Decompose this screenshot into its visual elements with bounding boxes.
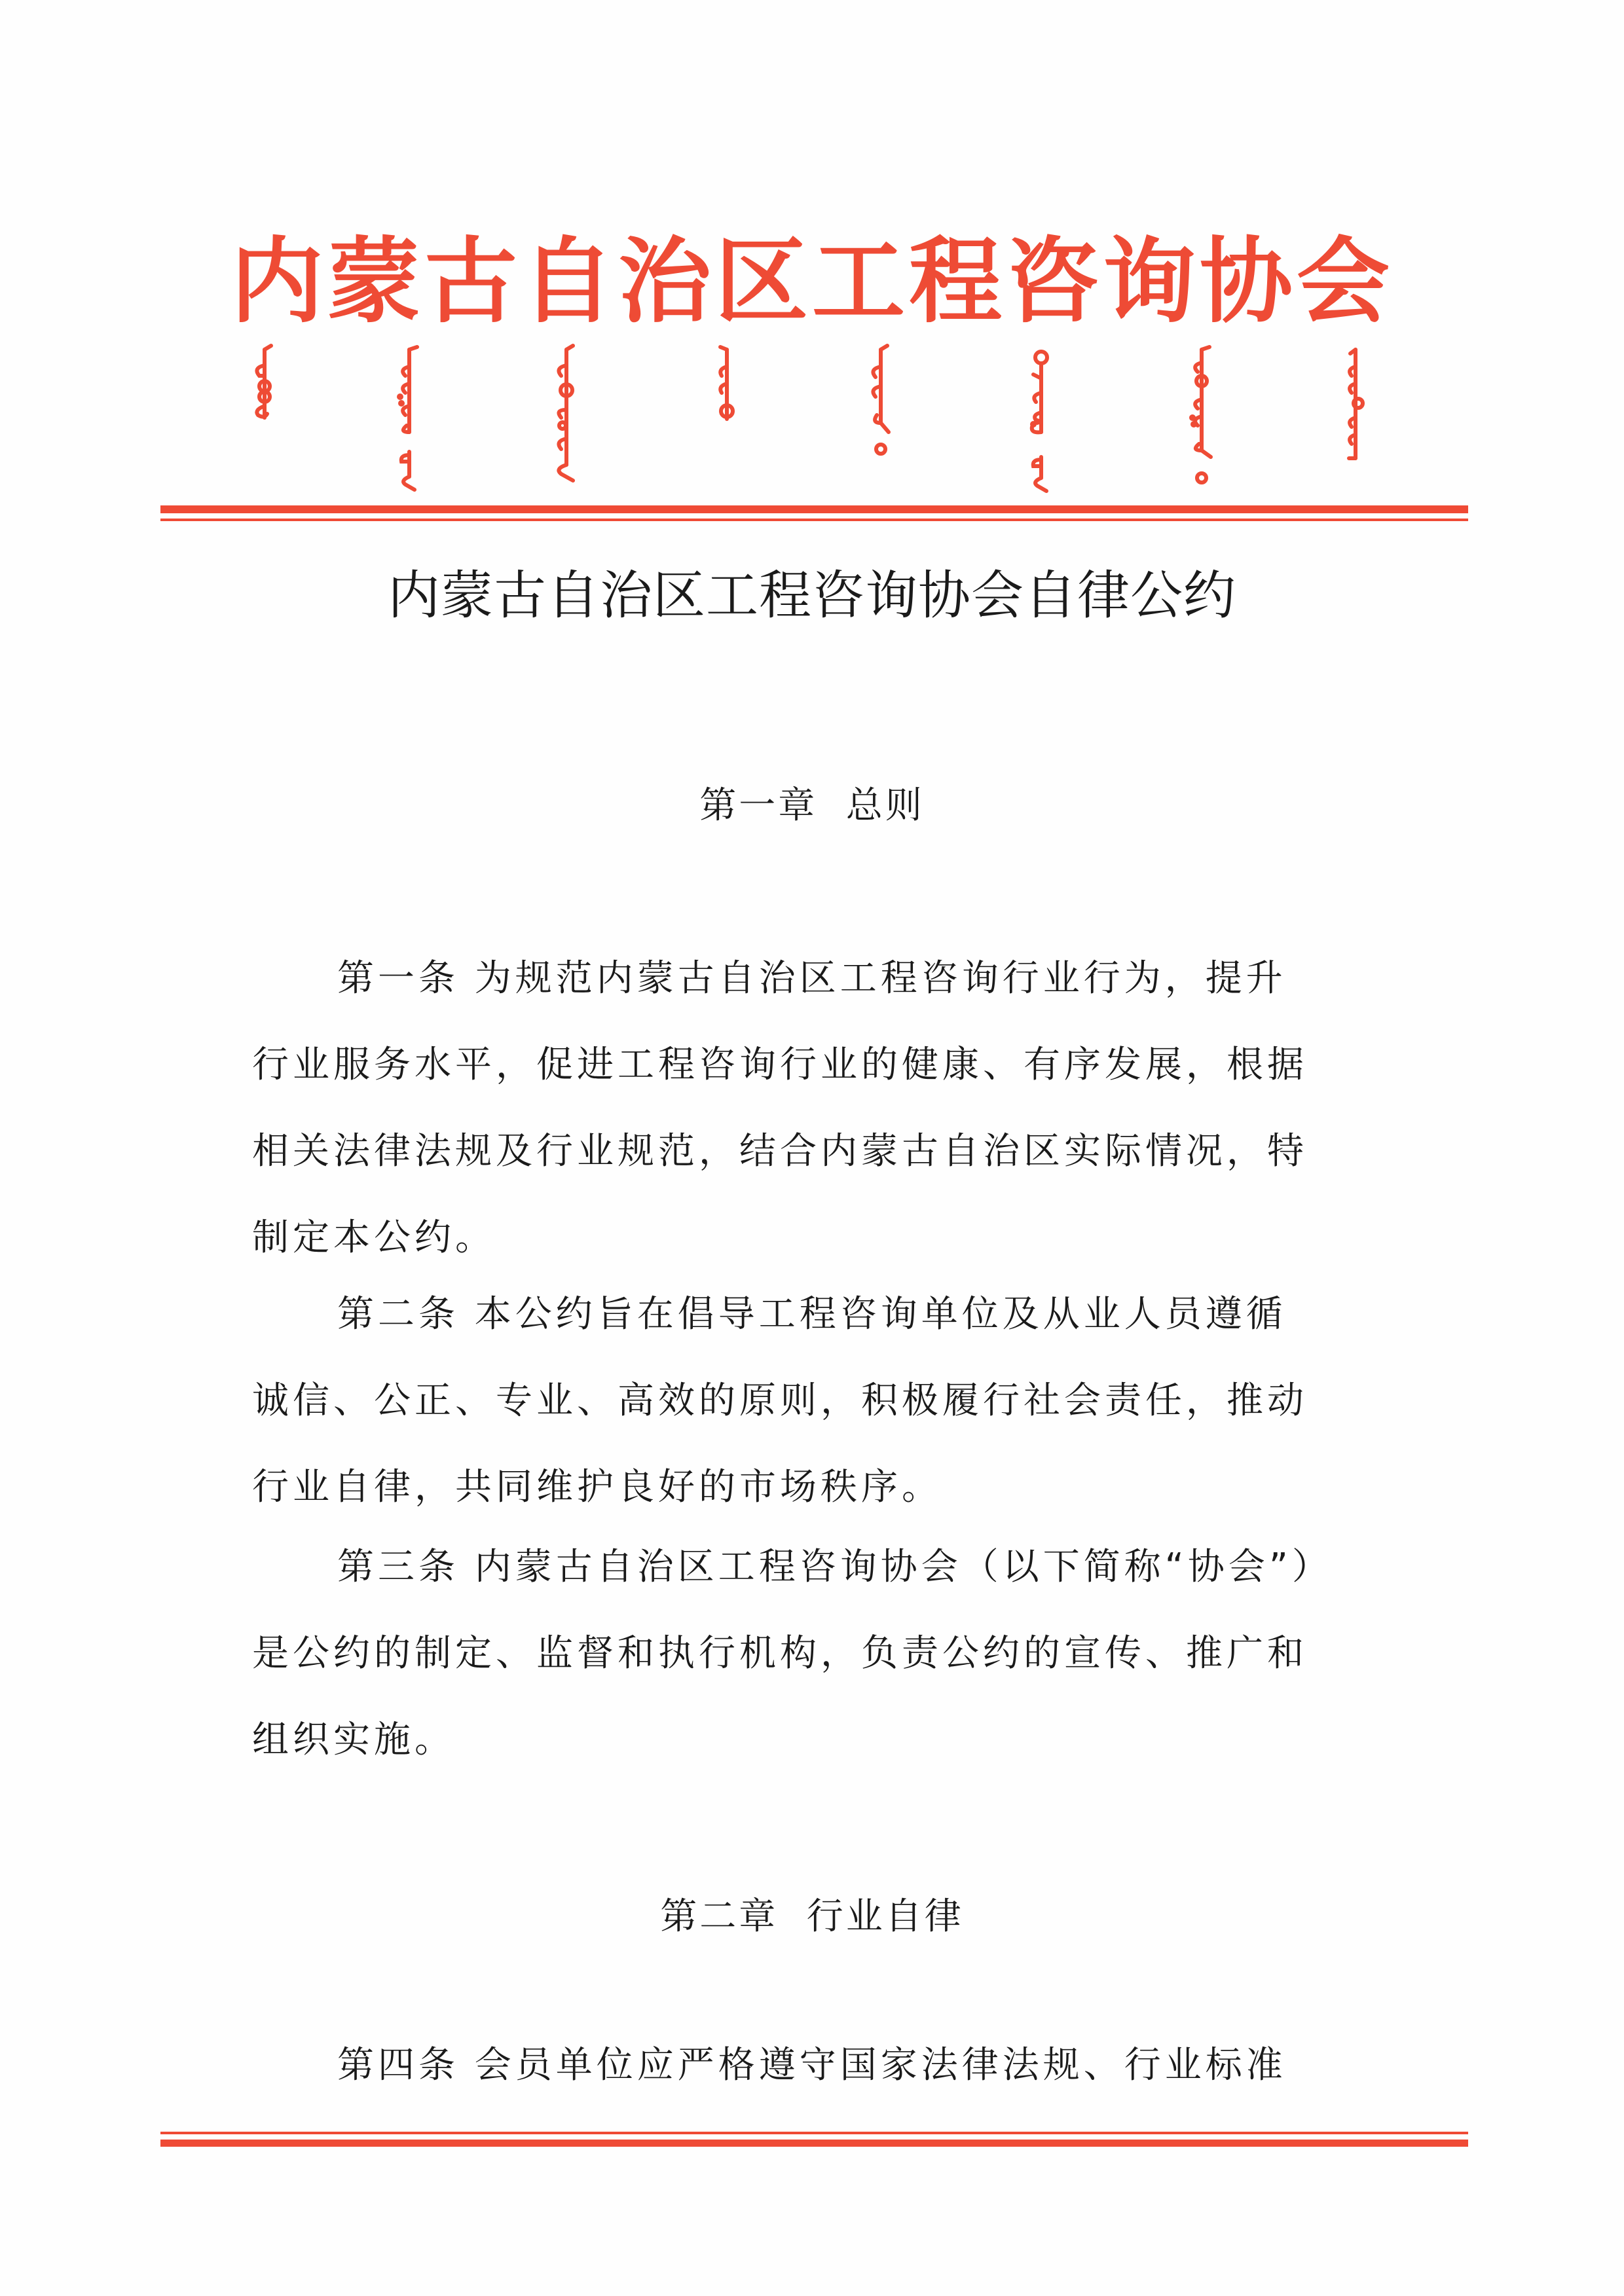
article-2 (252, 1292, 1378, 1551)
article-line: 诚信、公正、专业、高效的原则，积极履行社会责任，推动 (252, 1379, 1308, 1422)
article-line: 行业自律，共同维护良好的市场秩序。 (252, 1466, 942, 1508)
organization-name-header: 内蒙古自治区工程咨询协会 (231, 227, 1393, 336)
article-1 (252, 956, 1378, 1302)
mongolian-word-7 (1182, 340, 1221, 498)
mongolian-script-header (0, 340, 1624, 498)
header-divider-thick (160, 505, 1468, 513)
article-line: 第三条 内蒙古自治区工程咨询协会（以下简称“协会”） (337, 1546, 1333, 1588)
mongolian-word-5 (861, 340, 900, 498)
article-line: 第四条 会员单位应严格遵守国家法律法规、行业标准 (337, 2044, 1287, 2086)
document-title: 内蒙古自治区工程咨询协会自律公约 (388, 565, 1236, 626)
article-line: 第一条 为规范内蒙古自治区工程咨询行业行为，提升 (337, 957, 1287, 1000)
chapter-heading-1: 第一章 总则 (699, 784, 925, 827)
article-line: 相关法律法规及行业规范，结合内蒙古自治区实际情况，特 (252, 1130, 1308, 1173)
footer-divider-thick (160, 2140, 1468, 2147)
article-line: 行业服务水平，促进工程咨询行业的健康、有序发展，根据 (252, 1044, 1308, 1086)
chapter-heading-2: 第二章 行业自律 (660, 1895, 964, 1938)
header-divider-thin (160, 519, 1468, 521)
mongolian-word-6 (1022, 340, 1061, 498)
footer-divider-thin (160, 2132, 1468, 2134)
mongolian-word-8 (1336, 340, 1375, 498)
article-line: 是公约的制定、监督和执行机构，负责公约的宣传、推广和 (252, 1632, 1308, 1675)
article-line: 组织实施。 (252, 1719, 455, 1761)
article-4 (252, 2043, 1378, 2129)
mongolian-word-3 (547, 340, 586, 498)
mongolian-word-4 (707, 340, 747, 498)
article-line: 第二条 本公约旨在倡导工程咨询单位及从业人员遵循 (337, 1293, 1287, 1336)
mongolian-word-1 (242, 340, 282, 498)
article-line: 制定本公约。 (252, 1216, 496, 1259)
article-3 (252, 1544, 1378, 1804)
mongolian-word-2 (390, 340, 429, 498)
